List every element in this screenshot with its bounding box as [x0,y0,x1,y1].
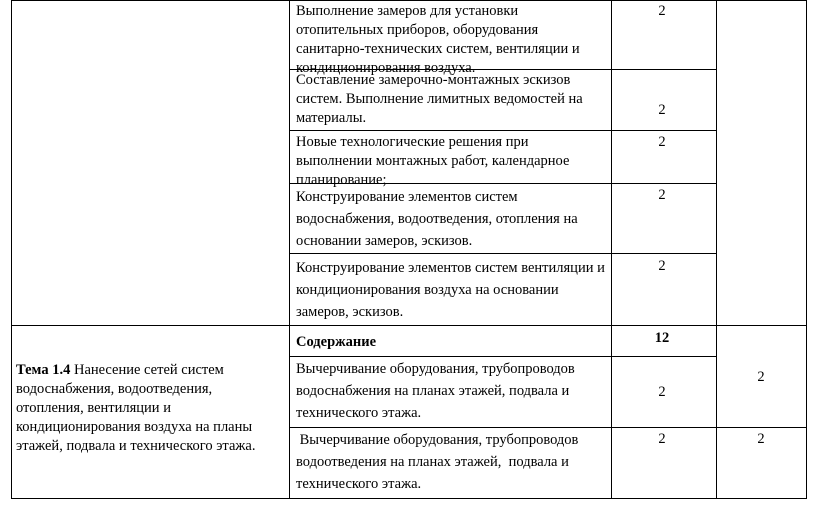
rule [11,0,12,499]
row-1-hours: 2 [658,3,666,19]
row-4-hours: 2 [658,187,666,203]
row-2-hours: 2 [658,102,666,118]
rule [806,0,807,499]
row-3-text: Новые технологические решения при выполнении монтажных работ, календарное планирование; [296,134,570,188]
item-1-hours: 2 [658,384,666,400]
row-2-text: Составление замерочно-монтажных эскизов систем. Выполнение лимитных ведомостей на материалы. [296,72,583,126]
row-5-text: Конструирование элементов систем вентиляции и кондиционирования воздуха на основании замеров, эскизов. [296,260,605,320]
item-2-text: Вычерчивание оборудования, трубопроводов водоотведения на планах этажей, подвала и технического этажа. [296,432,583,492]
rule [289,253,716,254]
row-4-text: Конструирование элементов систем водоснабжения, водоотведения, отопления на основании замеров, эскизов. [296,189,578,249]
topic-level: 2 [757,369,765,385]
rule [289,0,290,499]
item-2-level: 2 [757,431,765,447]
rule [611,0,612,499]
content-label: Содержание [296,334,377,350]
topic-number: Тема 1.4 [16,362,71,378]
rule [716,0,717,499]
rule [11,325,806,326]
rule [11,0,806,1]
item-2-hours: 2 [658,431,666,447]
row-3-hours: 2 [658,134,666,150]
topic-name: Нанесение сетей систем водоснабжения, водоотведения, отопления, вентиляции и кондиционирования воздуха на планы этажей, подвала и технического этажа. [16,362,256,454]
row-5-hours: 2 [658,258,666,274]
row-1-text: Выполнение замеров для установки отопительных приборов, оборудования санитарно-технических систем, вентиляции и кондиционирования воздуха. [296,3,580,76]
content-hours: 12 [654,330,670,346]
item-1-text: Вычерчивание оборудования, трубопроводов водоснабжения на планах этажей, подвала и технического этажа. [296,361,575,421]
rule [289,427,806,428]
rule [11,498,806,499]
topic-title [16,361,282,456]
rule [289,356,716,357]
rule [289,130,716,131]
